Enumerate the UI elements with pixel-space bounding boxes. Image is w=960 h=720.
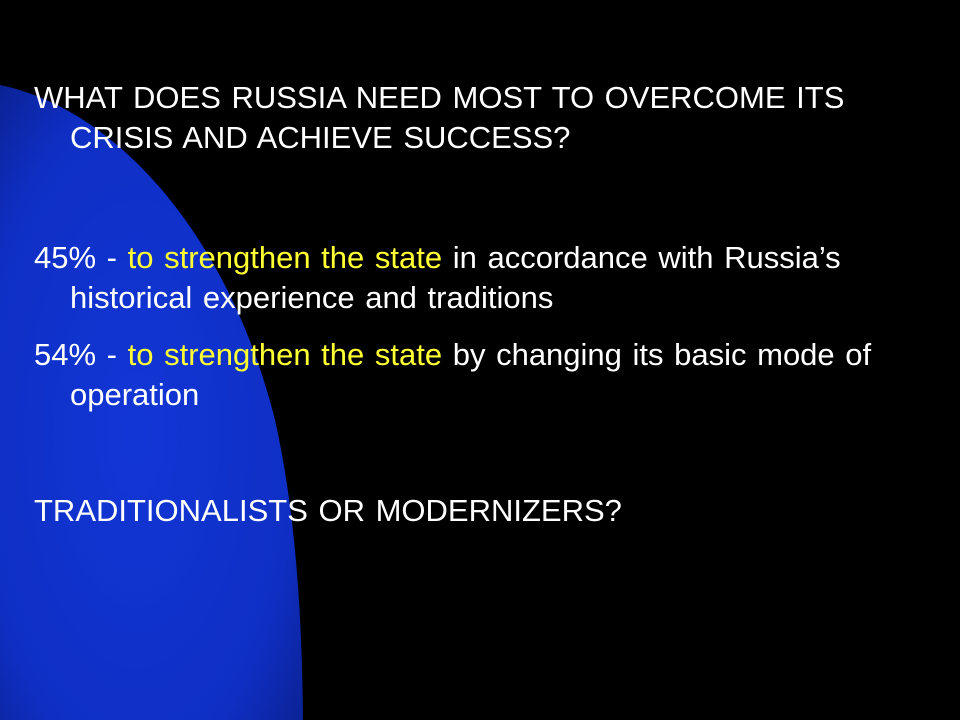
question-heading: WHAT DOES RUSSIA NEED MOST TO OVERCOME ITS CRISIS AND ACHIEVE SUCCESS? bbox=[34, 80, 845, 155]
option-traditional-highlight: to strengthen the state bbox=[127, 240, 443, 275]
option-traditional-prefix: 45% - bbox=[34, 240, 128, 275]
option-modern-prefix: 54% - bbox=[34, 337, 128, 372]
option-modern-highlight: to strengthen the state bbox=[127, 337, 443, 372]
option-traditional-suffix: in accordance with Russia’s historical experience and traditions bbox=[70, 240, 841, 315]
closing-question: TRADITIONALISTS OR MODERNIZERS? bbox=[34, 493, 622, 528]
slide-body bbox=[34, 78, 934, 531]
option-modern bbox=[34, 335, 934, 415]
option-modern-suffix: by changing its basic mode of operation bbox=[70, 337, 872, 412]
option-traditional bbox=[34, 238, 934, 318]
